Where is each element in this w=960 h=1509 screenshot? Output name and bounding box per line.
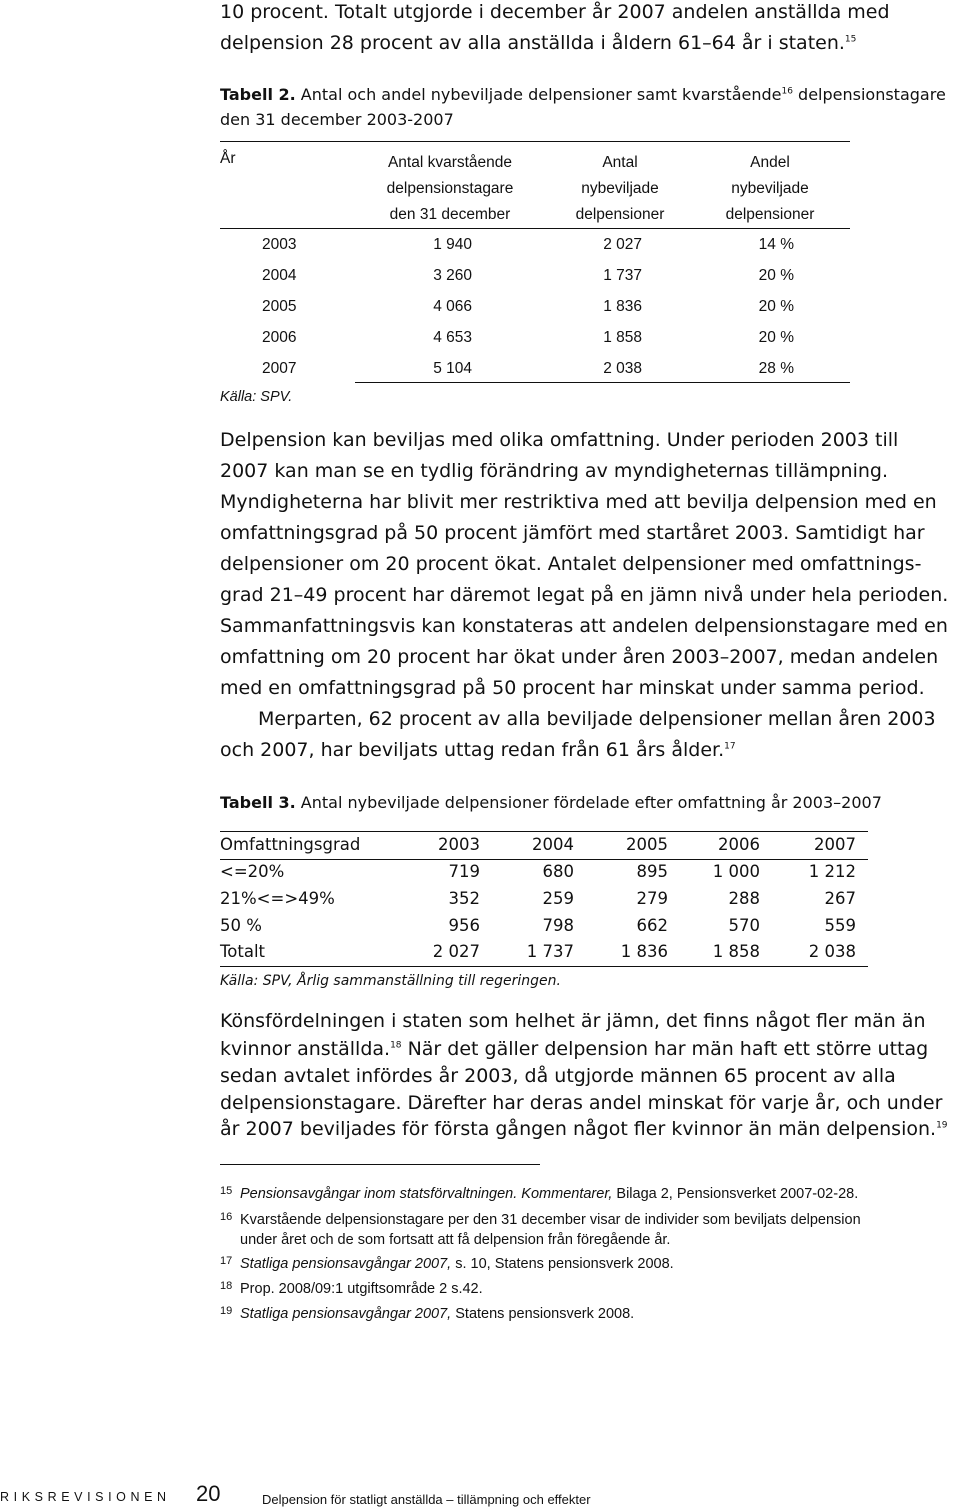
paragraph-2-line-1: Merparten, 62 procent av alla beviljade delpensioner mellan åren 2003: [258, 708, 936, 730]
table-cell: 4 653: [433, 329, 472, 346]
table2-header-remaining: Antal kvarstående delpensionstagare den 31 december: [386, 154, 514, 223]
table-cell: 14 %: [758, 236, 794, 253]
table-cell: 2003: [262, 236, 297, 253]
table-cell: 21%<=>49%: [220, 889, 335, 908]
table2-header-new-share: Andel nybeviljade delpensioner: [725, 154, 815, 223]
table3-caption: Tabell 3. Antal nybeviljade delpensioner fördelade efter omfattning år 2003–2007: [220, 793, 882, 812]
table-cell: 288: [728, 889, 760, 908]
text-line: Sammanfattningsvis kan konstateras att andelen delpensionstagare med en: [220, 615, 948, 637]
table-cell: 1 836: [620, 942, 668, 961]
table2-caption: Tabell 2. Antal och andel nybeviljade delpensioner samt kvarstående$^{16}$ delpensionstagare: [220, 85, 946, 104]
table-cell: 2004: [262, 267, 297, 284]
table-cell: 1 737: [526, 942, 574, 961]
table-cell: 719: [448, 862, 480, 881]
table-cell: 570: [728, 916, 760, 935]
intro-line-2: delpension 28 procent av alla anställda i åldern 61–64 år i staten.$^{15}$: [220, 32, 857, 54]
table-header-cell: 2003: [438, 835, 480, 854]
text-line: omfattning om 20 procent har ökat under åren 2003–2007, medan andelen: [220, 646, 939, 668]
footer-org: RIKSREVISIONEN: [0, 1490, 171, 1504]
table-cell: 20 %: [758, 329, 794, 346]
table3-top-rule: [220, 831, 868, 832]
table-cell: 1 858: [603, 329, 642, 346]
text-line: Delpension kan beviljas med olika omfattning. Under perioden 2003 till: [220, 429, 899, 451]
table3-source: Källa: SPV, Årlig sammanställning till regeringen.: [220, 973, 561, 989]
footnote-16: 16 Kvarstående delpensionstagare per den 31 december visar de individer som beviljats delpension under året och de som fortsatt att få delpension från föregående år.: [220, 1211, 861, 1248]
table-cell: 3 260: [433, 267, 472, 284]
table-cell: Totalt: [220, 942, 266, 961]
table3-label: Tabell 3.: [220, 793, 296, 812]
table-cell: 1 940: [433, 236, 472, 253]
table-cell: 2007: [262, 360, 297, 377]
table2-caption-line-2: den 31 december 2003-2007: [220, 110, 454, 129]
table-cell: 1 000: [712, 862, 760, 881]
paragraph-2-line-2: och 2007, har beviljats uttag redan från 61 års ålder.$^{17}$: [220, 739, 736, 761]
text-line: med en omfattningsgrad på 50 procent har minskat under samma period.: [220, 677, 925, 699]
footer-page-number: 20: [196, 1481, 221, 1506]
table-cell: 2005: [262, 298, 297, 315]
table-cell: 5 104: [433, 360, 472, 377]
paragraph-3-line-5: år 2007 beviljades för första gången något fler kvinnor än män delpension.$^{19}$: [220, 1118, 948, 1140]
table-cell: 2006: [262, 329, 297, 346]
paragraph-3-line-2: kvinnor anställda.$^{18}$ När det gäller delpension har män haft ett större uttag: [220, 1038, 929, 1060]
table-cell: 2 027: [432, 942, 480, 961]
text-line: grad 21–49 procent har däremot legat på en jämn nivå under hela perioden.: [220, 584, 949, 606]
paragraph-3-line-1: Könsfördelningen i staten som helhet är jämn, det finns något fler män än: [220, 1010, 926, 1032]
table2-label: Tabell 2.: [220, 85, 296, 104]
table-cell: 798: [542, 916, 574, 935]
table-cell: 352: [448, 889, 480, 908]
text-line: 2007 kan man se en tydlig förändring av myndigheternas tillämpning.: [220, 460, 888, 482]
footnote-19: 19 Statliga pensionsavgångar 2007, Statens pensionsverk 2008.: [220, 1305, 635, 1322]
paragraph-3-line-3: sedan avtalet infördes år 2003, då utgjorde männen 65 procent av alla: [220, 1065, 896, 1087]
footnote-17: 17 Statliga pensionsavgångar 2007, s. 10, Statens pensionsverk 2008.: [220, 1255, 674, 1272]
footer-title: Delpension för statligt anställda – tillämpning och effekter: [262, 1492, 591, 1507]
table-cell: 267: [824, 889, 856, 908]
table-cell: 956: [448, 916, 480, 935]
text-line: Myndigheterna har blivit mer restriktiva med att bevilja delpension med en: [220, 491, 937, 513]
table-header-cell: 2006: [718, 835, 760, 854]
table-cell: 2 027: [603, 236, 642, 253]
footnote-18: 18 Prop. 2008/09:1 utgiftsområde 2 s.42.: [220, 1280, 483, 1297]
table-cell: 28 %: [758, 360, 794, 377]
table-cell: 895: [636, 862, 668, 881]
footnote-15: 15 Pensionsavgångar inom statsförvaltningen. Kommentarer, Bilaga 2, Pensionsverket 2007-02-28.: [220, 1185, 859, 1202]
footnote-separator: [220, 1164, 540, 1165]
table-cell: 559: [824, 916, 856, 935]
table-cell: 259: [542, 889, 574, 908]
table-cell: 20 %: [758, 298, 794, 315]
table-cell: 1 737: [603, 267, 642, 284]
table-cell: 4 066: [433, 298, 472, 315]
text-line: delpensioner om 20 procent ökat. Antalet delpensioner med omfattnings-: [220, 553, 922, 575]
table2-header-year: År: [220, 150, 236, 167]
intro-line-1: 10 procent. Totalt utgjorde i december år 2007 andelen anställda med: [220, 1, 890, 23]
table-header-cell: 2005: [626, 835, 668, 854]
paragraph-3-line-4: delpensionstagare. Därefter har deras andel minskat för varje år, och under: [220, 1092, 943, 1114]
table-cell: 1 836: [603, 298, 642, 315]
table-cell: 20 %: [758, 267, 794, 284]
table-cell: 2 038: [603, 360, 642, 377]
table-cell: 2 038: [808, 942, 856, 961]
table-cell: 680: [542, 862, 574, 881]
table-header-cell: 2004: [532, 835, 574, 854]
table-cell: 1 858: [712, 942, 760, 961]
table2-header-new-count: Antal nybeviljade delpensioner: [575, 154, 665, 223]
table-cell: 1 212: [808, 862, 856, 881]
table-header-cell: Omfattningsgrad: [220, 835, 361, 854]
table-cell: <=20%: [220, 862, 285, 881]
text-line: omfattningsgrad på 50 procent jämfört med startåret 2003. Samtidigt har: [220, 522, 925, 544]
table-header-cell: 2007: [814, 835, 856, 854]
table-cell: 50 %: [220, 916, 262, 935]
table-cell: 279: [636, 889, 668, 908]
table3-bottom-rule: [220, 966, 868, 967]
table2-source: Källa: SPV.: [220, 389, 293, 405]
table3-header-rule: [220, 859, 868, 860]
table-cell: 662: [636, 916, 668, 935]
